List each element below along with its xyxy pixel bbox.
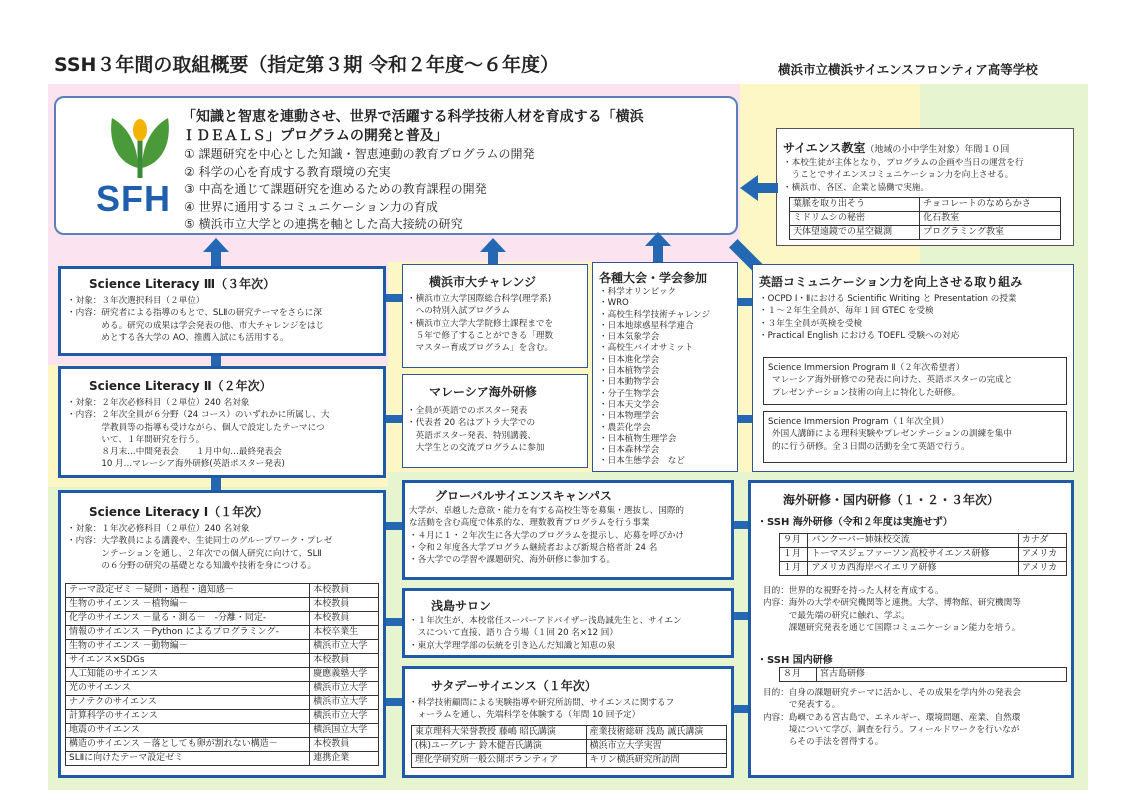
- table-row: 化学のサイエンス －量る・測る－ -分離・同定- 本校教員: [66, 612, 379, 626]
- arrow-up-icon: [203, 238, 229, 252]
- list-item: ・科学オリンピック: [599, 287, 677, 297]
- text-line: 大学が、卓越した意欲・能力を有する高校生等を募集・選抜し、国際的: [409, 506, 685, 516]
- list-item: ・分子生物学会: [599, 388, 660, 399]
- list-item: ・日本動物学会: [599, 377, 660, 388]
- text-line: で発表する。: [763, 700, 841, 711]
- text-line: ・全員が英語でのポスター発表: [407, 406, 528, 416]
- text-line: ８月末…中間発表会 １月中旬…最終発表会: [67, 447, 282, 458]
- saturday-title: サタデーサイエンス（１年次）: [431, 679, 597, 693]
- contests-box: [592, 262, 738, 472]
- text-line: スについて直接、語り合う場（１回 20 名×12 回）: [409, 628, 618, 639]
- page-title: SSH３年間の取組概要（指定第３期 令和２年度～６年度）: [54, 54, 560, 76]
- text-line: ・内容：２年次全員が６分野（24 コース）のいずれかに所属し、大: [67, 410, 330, 421]
- text-line: ・３年生全員が英検を受検: [759, 318, 863, 329]
- text-line: マスター育成プログラム」を含む。: [407, 343, 554, 354]
- table-row: 光のサイエンス 横浜市立大学: [66, 682, 379, 696]
- text-line: いて、１年間研究を行う。: [67, 434, 205, 445]
- text-line: うことでサイエンスコミュニケーション力を向上させる。: [783, 170, 1014, 181]
- text-line: 境について学び、調査を行う。フィールドワークを行いなが: [763, 724, 1020, 735]
- table-row: 生物のサイエンス －動物編－ 横浜市立大学: [66, 640, 379, 654]
- ssh-domestic-title: ・SSH 国内研修: [757, 655, 833, 666]
- contests-title: 各種大会・学会参加: [599, 271, 708, 285]
- text-line: 学教員等の指導も受けながら、個人で設定したテーマにつ: [67, 422, 325, 433]
- text-line: ・東京大学理学部の伝統を引き込んだ知識と知恵の泉: [409, 640, 616, 651]
- school-name: 横浜市立横浜サイエンスフロンティア高等学校: [778, 62, 1038, 77]
- sip2-title: Science Immersion Program Ⅱ（２年次希望者）: [768, 363, 965, 373]
- text-line: ・１年次生が、本校常任スーパーアドバイザー浅島誠先生と、サイエン: [409, 616, 682, 626]
- yokohama-title: 横浜市大チャレンジ: [429, 275, 537, 289]
- table-row: ９月 バンクーバー姉妹校交流 カナダ: [780, 534, 1067, 548]
- science-class-table: [789, 197, 1061, 240]
- text-line: マレーシア海外研修での発表に向けた、英語ポスターの完成と: [772, 375, 1013, 386]
- table-row: ミドリムシの秘密 化石教室: [790, 212, 1061, 226]
- text-line: ・令和２年度各大学プログラム継続者および新規合格者計 24 名: [409, 542, 658, 553]
- science-class-title: サイエンス教室: [783, 141, 866, 155]
- table-row: １月 アメリカ西海岸ベイエリア研修 アメリカ: [780, 562, 1067, 576]
- mission-title-1: 「知識と智恵を連動させ、世界で活躍する科学技術人材を育成する「横浜: [182, 109, 644, 125]
- sip-title: Science Immersion Program（１年次全員）: [768, 417, 949, 427]
- mission-item: ① 課題研究を中心とした知識・智恵連動の教育プログラムの開発: [184, 147, 535, 161]
- text-line: ・対象：１年次必修科目（２単位）240 名対象: [67, 524, 250, 534]
- table-row: サイエンス×SDGs 本校教員: [66, 654, 379, 668]
- arrow-up-icon: [645, 232, 671, 246]
- text-line: 目的：自身の課題研究テーマに活かし、その成果を学内外の発表会: [763, 688, 1021, 698]
- table-row: テーマ設定ゼミ －疑問・過程・適知感－ 本校教員: [66, 584, 379, 598]
- text-line: ・横浜市立大学国際総合科学(理学系): [407, 294, 552, 304]
- global-title: グローバルサイエンスキャンパス: [435, 489, 612, 503]
- saturday-table: [411, 725, 727, 768]
- table-row: 計算科学のサイエンス 横浜市立大学: [66, 710, 379, 724]
- science-literacy-2-box: [58, 366, 386, 478]
- ssh-overseas-title: ・SSH 海外研修（令和２年度は実施せず）: [757, 517, 953, 528]
- list-item: ・高校生バイオサミット: [599, 343, 694, 354]
- table-row: 葉脈を取り出そう チョコレートのなめらかさ: [790, 198, 1061, 212]
- list-item: ・農芸化学会: [599, 422, 651, 433]
- table-row: 構造のサイエンス －落としても卵が割れない構造－ 本校教員: [66, 738, 379, 752]
- text-line: への特別入試プログラム: [407, 306, 511, 317]
- table-row: 人工知能のサイエンス 慶應義塾大学: [66, 668, 379, 682]
- logo-text: SFH: [96, 178, 171, 219]
- list-item: ・日本地球惑星科学連合: [599, 320, 694, 331]
- sl3-title: Science Literacy Ⅲ（３年次）: [89, 277, 276, 291]
- domestic-table: [779, 667, 1067, 682]
- mission-title-2: ＩＤＥＡＬＳ」プログラムの開発と普及」: [182, 128, 448, 144]
- mission-item: ④ 世界に通用するコミュニケーション力の育成: [184, 199, 438, 214]
- mission-item: ⑤ 横浜市立大学との連携を軸とした高大接続の研究: [184, 217, 463, 232]
- sl1-table: [65, 583, 379, 766]
- overseas-title: 海外研修・国内研修（１・２・３年次）: [783, 493, 1000, 507]
- text-line: 内容：海外の大学や研究機関等と連携。大学、博物館、研究機関等: [763, 598, 1021, 609]
- text-line: ・科学技術顧問による実験指導や研究所訪問、サイエンスに関するフ: [409, 698, 675, 708]
- table-row: 東京理科大栄誉教授 藤嶋 昭氏講演 産業技術総研 浅島 誠氏講演: [412, 726, 727, 740]
- text-line: めとする各大学の AO、推薦入試にも活用する。: [67, 332, 289, 343]
- table-row: 地震のサイエンス 横浜国立大学: [66, 724, 379, 738]
- text-line: ・対象：３年次選択科目（２単位）: [67, 296, 205, 306]
- saturday-science-box: [402, 666, 734, 778]
- asashima-title: 浅島サロン: [431, 599, 492, 613]
- table-row: 情報のサイエンス －Python によるプログラミング- 本校卒業生: [66, 626, 379, 640]
- sl1-title: Science Literacy Ⅰ（１年次）: [89, 505, 269, 519]
- list-item: ・日本植物生理学会: [599, 433, 677, 444]
- list-item: ・高校生科学技術チャレンジ: [599, 309, 711, 320]
- text-line: ５年で修了することができる「理数: [407, 330, 554, 341]
- mission-box: [54, 96, 738, 235]
- text-line: ・内容：大学教員による講義や、生徒同士のグループワーク・プレゼ: [67, 536, 333, 547]
- mission-item: ② 科学の心を育成する教育環境の充実: [184, 164, 391, 179]
- table-row: 理化学研究所一般公開ボランティア キリン横浜研究所訪問: [412, 754, 727, 768]
- science-literacy-1-box: [58, 490, 386, 778]
- sip-box: [763, 411, 1067, 463]
- sip2-box: [763, 357, 1067, 405]
- malaysia-title: マレーシア海外研修: [429, 385, 537, 399]
- text-line: の６分野の研究の基礎となる知識や技術を身につける。: [67, 560, 317, 571]
- global-campus-box: [402, 480, 734, 580]
- asashima-salon-box: [402, 588, 734, 658]
- table-row: 生物のサイエンス －植物編－ 本校教員: [66, 598, 379, 612]
- table-row: ８月 宮古島研修: [780, 668, 1067, 682]
- sfh-logo: [96, 108, 180, 219]
- yokohama-challenge-box: [402, 264, 588, 368]
- science-class-sub: （地域の小中学生対象）年間１０回: [865, 145, 1010, 155]
- overseas-table: [779, 533, 1067, 576]
- text-line: ・OCPD Ⅰ・Ⅱにおける Scientific Writing と Presentation の授業: [759, 294, 1017, 304]
- text-line: ・代表者 20 名はプトラ大学での: [407, 418, 536, 429]
- science-literacy-3-box: [58, 266, 386, 356]
- text-line: ォーラムを通し、先端科学を体験する（年間 10 回予定）: [409, 710, 641, 721]
- text-line: ・Practical English における TOEFL 受験への対応: [759, 330, 960, 341]
- table-row: １月 トーマスジェファーソン高校サイエンス研修 アメリカ: [780, 548, 1067, 562]
- list-item: ・日本気象学会: [599, 332, 660, 343]
- list-item: ・WRO: [599, 298, 629, 309]
- text-line: な活動を含む高度で体系的な、理数教育プログラムを行う事業: [409, 518, 650, 529]
- text-line: 内容：島嶼である宮古島で、エネルギー、環境問題、産業、自然環: [763, 712, 1021, 723]
- text-line: ・対象：２年次必修科目（２単位）240 名対象: [67, 398, 250, 408]
- text-line: らその手法を習得する。: [763, 737, 884, 748]
- text-line: ・横浜市立大学大学院修士課程までを: [407, 318, 554, 329]
- text-line: ・内容：研究者による指導のもとで、SLⅡの研究テーマをさらに深: [67, 308, 322, 319]
- overseas-training-box: [748, 480, 1074, 778]
- mission-item: ③ 中高を通じて課題研究を進めるための教育課程の開発: [184, 182, 487, 197]
- text-line: 目的：世界的な視野を持った人材を育成する。: [763, 586, 944, 596]
- science-class-box: [776, 128, 1074, 246]
- text-line: ・４月に１・２年次生に各大学のプログラムを提示し、応募を呼びかけ: [409, 530, 684, 541]
- table-row: (株)ユーグレナ 鈴木健吾氏講演 横浜市立大学実習: [412, 740, 727, 754]
- text-line: 英語ポスター発表、特別講義、: [407, 430, 536, 441]
- list-item: ・日本植物学会: [599, 366, 660, 377]
- sl2-title: Science Literacy Ⅱ（２年次）: [89, 379, 272, 393]
- text-line: ・本校生徒が主体となり、プログラムの企画や当日の運営を行: [783, 158, 1024, 168]
- text-line: 的に行う研修。全３日間の活動を全て英語で行う。: [772, 441, 970, 452]
- text-line: 大学生との交流プログラムに参加: [407, 442, 545, 453]
- text-line: で最先端の研究に触れ、学ぶ。: [763, 610, 910, 621]
- text-line: 課題研究発表を通じて国際コミュニケーション能力を培う。: [763, 622, 1021, 633]
- list-item: ・日本生態学会 など: [599, 456, 685, 467]
- table-row: 天体望遠鏡での星空観測 プログラミング教室: [790, 226, 1061, 240]
- english-title: 英語コミュニケーション力を向上させる取り組み: [759, 275, 1023, 289]
- list-item: ・日本進化学会: [599, 354, 660, 365]
- text-line: ・各大学での学習や課題研究、海外研修に参加する。: [409, 555, 616, 566]
- text-line: ・横浜市、各区、企業と協働で実施。: [783, 182, 930, 193]
- text-line: ンテーションを通し、２年次での個人研究に向けて、SLⅡ: [67, 548, 322, 559]
- text-line: プレゼンテーション技術の向上に特化した研修。: [772, 387, 961, 398]
- list-item: ・日本森林学会: [599, 445, 660, 456]
- table-row: SLⅡに向けたテーマ設定ゼミ 連携企業: [66, 752, 379, 766]
- list-item: ・日本天文学会: [599, 399, 660, 410]
- text-line: ・１～２年生全員が、毎年１回 GTEC を受検: [759, 306, 934, 317]
- arrow-up-icon: [480, 238, 506, 252]
- text-line: 10 月…マレーシア海外研修(英語ポスター発表): [67, 459, 285, 470]
- english-box: [752, 264, 1074, 472]
- text-line: める。研究の成果は学会発表の他、市大チャレンジをはじ: [67, 320, 325, 331]
- table-row: ナノテクのサイエンス 横浜市立大学: [66, 696, 379, 710]
- malaysia-box: [402, 374, 588, 468]
- list-item: ・日本物理学会: [599, 411, 660, 422]
- text-line: 外国人講師による理科実験やプレゼンテーションの訓練を集中: [772, 429, 1012, 440]
